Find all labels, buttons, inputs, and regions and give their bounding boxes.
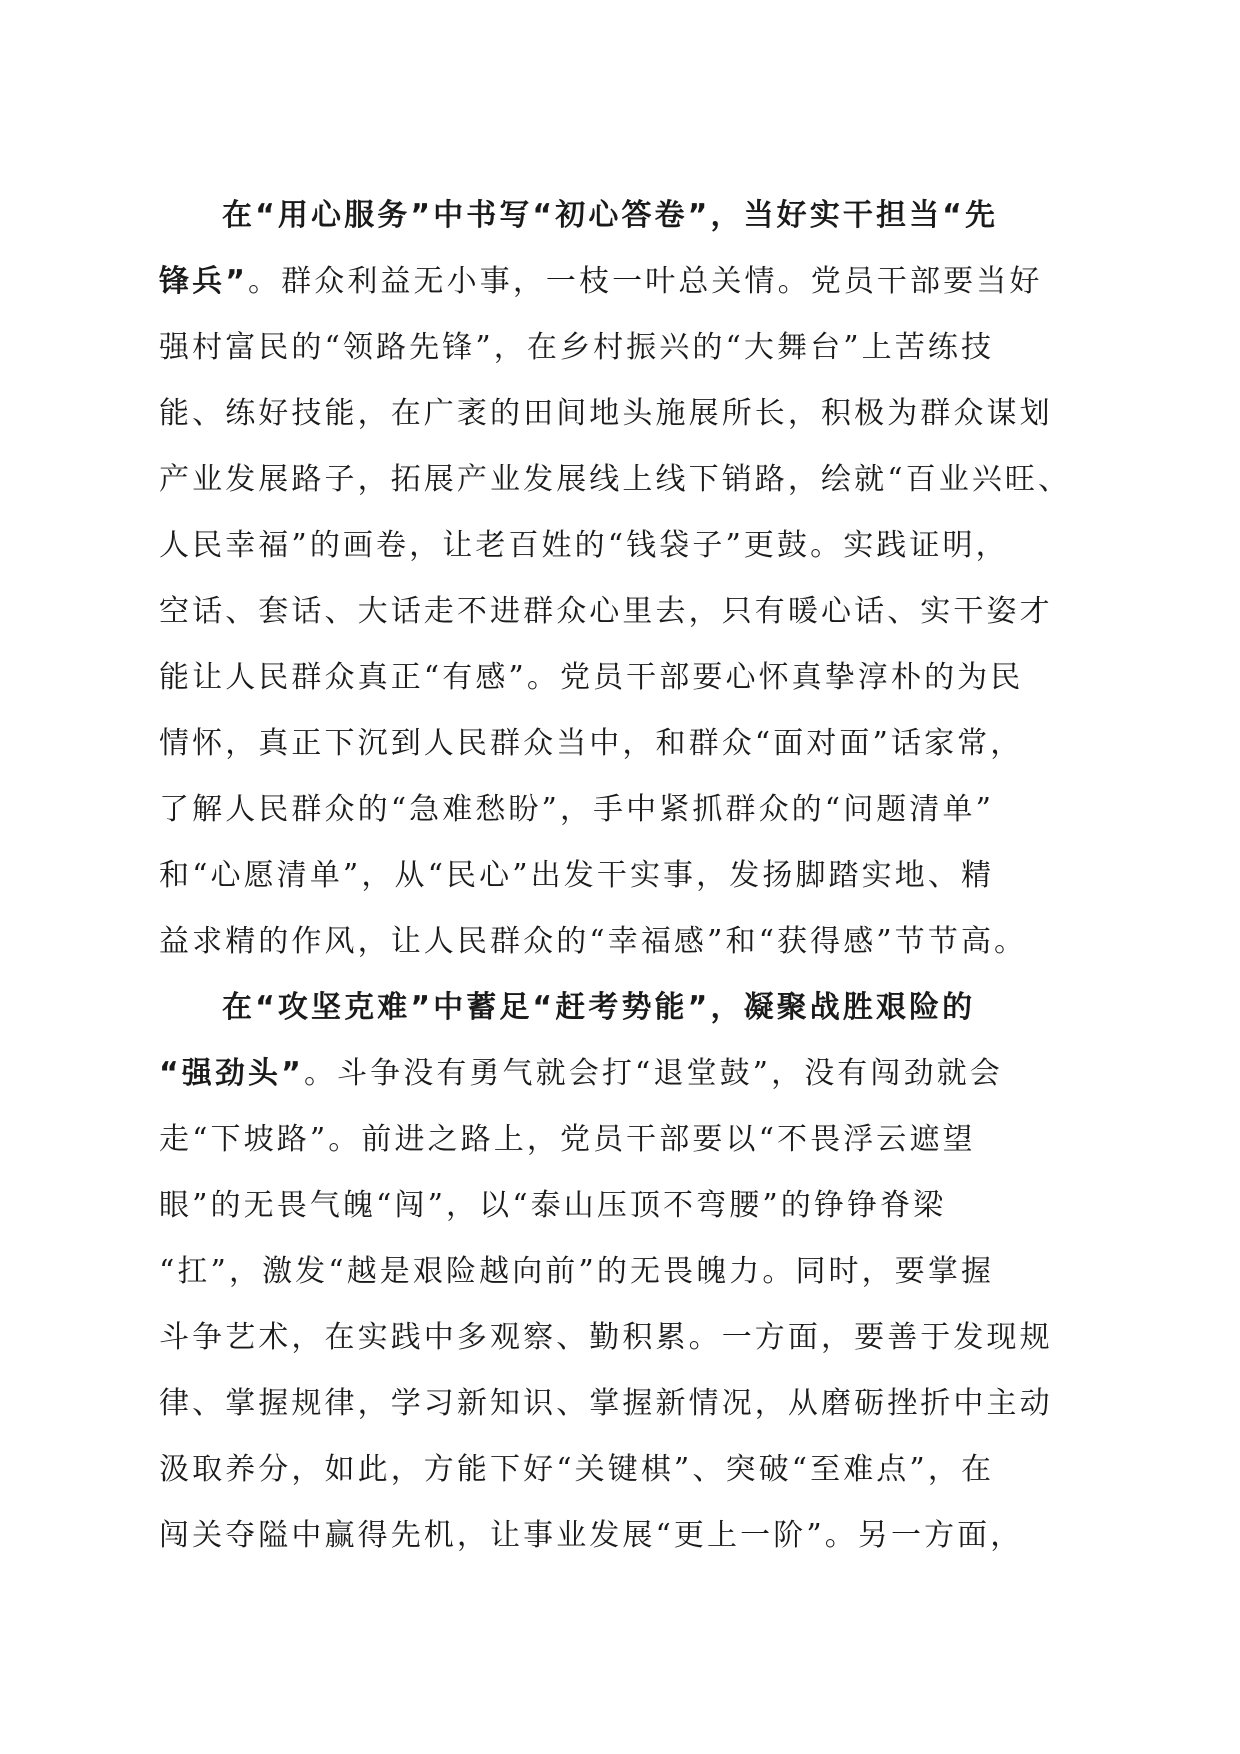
paragraph-1-line: 能让人民群众真正“有感”。党员干部要心怀真挚淳朴的为民 <box>159 660 1024 695</box>
paragraph-1-line: 了解人民群众的“急难愁盼”，手中紧抓群众的“问题清单” <box>159 792 995 827</box>
paragraph-1-line: 能、练好技能，在广袤的田间地头施展所长，积极为群众谋划 <box>159 396 1053 431</box>
paragraph-2-heading-tail: “强劲头” <box>159 1056 304 1091</box>
paragraph-1-heading-tail: 锋兵” <box>159 264 249 299</box>
paragraph-2-line: 斗争艺术，在实践中多观察、勤积累。一方面，要善于发现规 <box>159 1320 1053 1355</box>
paragraph-1-line: 空话、套话、大话走不进群众心里去，只有暖心话、实干姿才 <box>159 594 1053 629</box>
paragraph-1-line: 产业发展路子，拓展产业发展线上线下销路，绘就“百业兴旺、 <box>159 462 1072 497</box>
paragraph-1-first-line-text: 。群众利益无小事，一枝一叶总关情。党员干部要当好 <box>248 264 1043 299</box>
paragraph-2-line: 汲取养分，如此，方能下好“关键棋”、突破“至难点”，在 <box>159 1452 995 1487</box>
paragraph-2-first-line-text: 。斗争没有勇气就会打“退堂鼓”，没有闯劲就会 <box>303 1056 1003 1091</box>
paragraph-1-heading <box>159 183 1089 249</box>
paragraph-2-line <box>159 1041 1089 1107</box>
paragraph-2-line: 律、掌握规律，学习新知识、掌握新情况，从磨砺挫折中主动 <box>159 1386 1053 1421</box>
paragraph-2-heading <box>159 975 1089 1041</box>
paragraph-1-line: 强村富民的“领路先锋”，在乡村振兴的“大舞台”上苦练技 <box>159 330 995 365</box>
paragraph-1-line: 益求精的作风，让人民群众的“幸福感”和“获得感”节节高。 <box>159 924 1028 959</box>
paragraph-1-line: 人民幸福”的画卷，让老百姓的“钱袋子”更鼓。实践证明， <box>159 528 1009 563</box>
paragraph-1-heading-lead: 在“用心服务”中书写“初心答卷”，当好实干担当“先 <box>222 198 999 233</box>
paragraph-1-line: 和“心愿清单”，从“民心”出发干实事，发扬脚踏实地、精 <box>159 858 995 893</box>
paragraph-2-line: 眼”的无畏气魄“闯”，以“泰山压顶不弯腰”的铮铮脊梁 <box>159 1188 947 1223</box>
paragraph-2-line: “扛”，激发“越是艰险越向前”的无畏魄力。同时，要掌握 <box>159 1254 995 1289</box>
paragraph-2-line: 走“下坡路”。前进之路上，党员干部要以“不畏浮云遮望 <box>159 1122 976 1157</box>
paragraph-2-heading-lead: 在“攻坚克难”中蓄足“赶考势能”，凝聚战胜艰险的 <box>222 990 976 1025</box>
paragraph-2-line: 闯关夺隘中赢得先机，让事业发展“更上一阶”。另一方面， <box>159 1518 1024 1553</box>
document-body <box>159 183 1089 1569</box>
paragraph-1-line <box>159 249 1089 315</box>
paragraph-1-line: 情怀，真正下沉到人民群众当中，和群众“面对面”话家常， <box>159 726 1024 761</box>
